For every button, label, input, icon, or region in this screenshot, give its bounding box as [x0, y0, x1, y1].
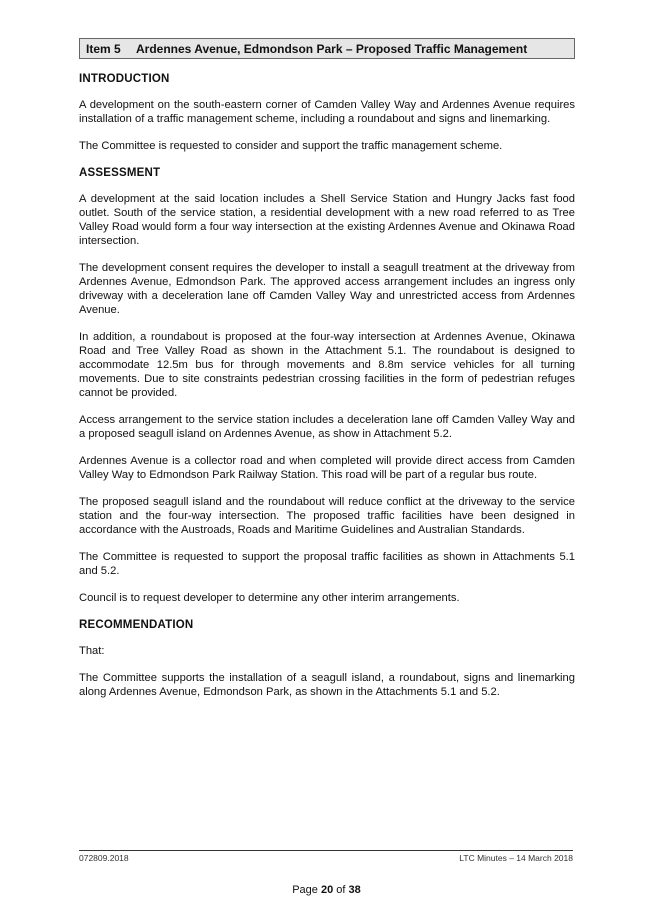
item-title: Ardennes Avenue, Edmondson Park – Proposed Traffic Management — [136, 42, 528, 56]
page-current: 20 — [320, 884, 334, 896]
footer-reference: 072809.2018 — [79, 853, 129, 863]
page-total: 38 — [348, 884, 361, 896]
item-number: Item 5 — [86, 42, 121, 56]
paragraph: The development consent requires the developer to install a seagull treatment at the driveway from Ardennes Avenue, Edmondson Park. The approved access arrangement includes an ingress only driveway with a deceleration lane off Camden Valley Way and unrestricted access from Ardennes Avenue. — [79, 262, 575, 316]
paragraph: A development on the south-eastern corner of Camden Valley Way and Ardennes Avenue requires installation of a traffic management scheme, including a roundabout and signs and linemarking. — [79, 99, 575, 125]
recommendation-heading: RECOMMENDATION — [79, 619, 194, 631]
paragraph: The Committee is requested to support the proposal traffic facilities as shown in Attachments 5.1 and 5.2. — [79, 551, 575, 577]
page-prefix: Page — [292, 884, 318, 896]
paragraph: In addition, a roundabout is proposed at the four-way intersection at Ardennes Avenue, Okinawa Road and Tree Valley Road as shown in the Attachment 5.1. The roundabout is designed to accommodate 12.5m bus for through movements and 8.8m service vehicles for all turning movements. Due to site constraints pedestrian crossing facilities in the form of pedestrian refuges cannot be provided. — [79, 331, 575, 399]
recommendation-section — [79, 618, 575, 699]
page-number — [0, 884, 653, 896]
document-body — [79, 72, 575, 712]
page-of: of — [336, 884, 346, 896]
paragraph: That: — [79, 645, 105, 657]
paragraph: The Committee supports the installation of a seagull island, a roundabout, signs and linemarking along Ardennes Avenue, Edmondson Park, as shown in the Attachments 5.1 and 5.2. — [79, 672, 575, 698]
introduction-section — [79, 72, 575, 153]
paragraph: Ardennes Avenue is a collector road and when completed will provide direct access from Camden Valley Way to Edmondson Park Railway Station. This road will be part of a regular bus route. — [79, 455, 575, 481]
paragraph: A development at the said location includes a Shell Service Station and Hungry Jacks fast food outlet. South of the service station, a residential development with a new road referred to as Tree Valley Road would form a four way intersection at the existing Ardennes Avenue and Okinawa Road intersection. — [79, 193, 575, 247]
paragraph: Access arrangement to the service station includes a deceleration lane off Camden Valley Way and a proposed seagull island on Ardennes Avenue, as show in Attachment 5.2. — [79, 414, 575, 440]
assessment-heading: ASSESSMENT — [79, 167, 161, 179]
paragraph: The Committee is requested to consider and support the traffic management scheme. — [79, 140, 503, 152]
footer-minutes-date: LTC Minutes – 14 March 2018 — [459, 853, 573, 863]
introduction-heading: INTRODUCTION — [79, 73, 170, 85]
paragraph: Council is to request developer to determine any other interim arrangements. — [79, 592, 460, 604]
item-header — [79, 38, 575, 59]
footer-divider — [79, 850, 573, 851]
assessment-section — [79, 166, 575, 605]
paragraph: The proposed seagull island and the roundabout will reduce conflict at the driveway to the service station and the four-way intersection. The proposed traffic facilities have been designed in accordance with the Austroads, Roads and Maritime Guidelines and Australian Standards. — [79, 496, 575, 536]
